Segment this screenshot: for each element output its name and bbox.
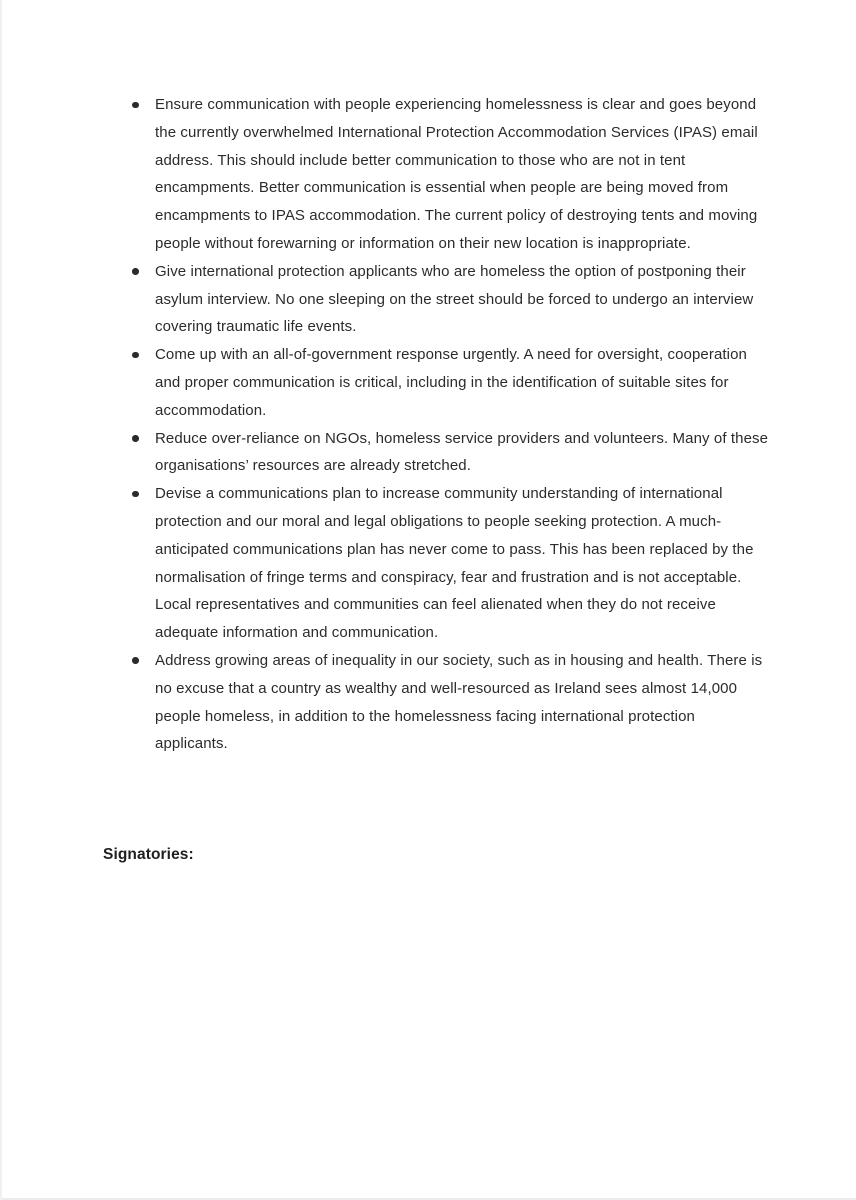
bullet-marker-icon [132,352,139,359]
bullet-marker-icon [132,102,139,109]
bullet-marker-icon [132,657,139,664]
bullet-text: Ensure communication with people experiencing homelessness is clear and goes beyond the currently overwhelmed International Protection Accommodation Services (IPAS) email address. This should include better communication to those who are not in tent encampments. Better communication is essential when people are being moved from encampments to IPAS accommodation. The current policy of destroying tents and moving people without forewarning or information on their new location is inappropriate. [155,96,758,252]
bullet-item [131,341,770,424]
bullet-marker-icon [132,435,139,442]
bullet-item [131,425,770,481]
bullet-item [131,91,770,258]
bullet-item [131,258,770,341]
bullet-text: Devise a communications plan to increase community understanding of international protection and our moral and legal obligations to people seeking protection. A much-anticipated communications plan has never come to pass. This has been replaced by the normalisation of fringe terms and conspiracy, fear and frustration and is not acceptable. Local representatives and communities can feel alienated when they do not receive adequate information and communication. [155,485,754,642]
bullet-text: Come up with an all-of-government response urgently. A need for oversight, cooperation and proper communication is critical, including in the identification of suitable sites for accommodation. [155,346,747,419]
bullet-text: Reduce over-reliance on NGOs, homeless service providers and volunteers. Many of these organisations’ resources are already stretched. [155,429,769,475]
signatories-heading: Signatories: [103,846,194,863]
bullet-marker-icon [132,268,139,275]
bullet-item [131,647,770,758]
bullet-text: Give international protection applicants who are homeless the option of postponing their asylum interview. No one sleeping on the street should be forced to undergo an interview covering traumatic life events. [155,262,754,336]
bullet-marker-icon [132,491,139,498]
bullet-list [131,91,770,758]
bullet-item [131,480,770,647]
bullet-text: Address growing areas of inequality in our society, such as in housing and health. There is no excuse that a country as wealthy and well-resourced as Ireland sees almost 14,000 people homeless, in addition to the homelessness facing international protection applicants. [155,651,763,753]
